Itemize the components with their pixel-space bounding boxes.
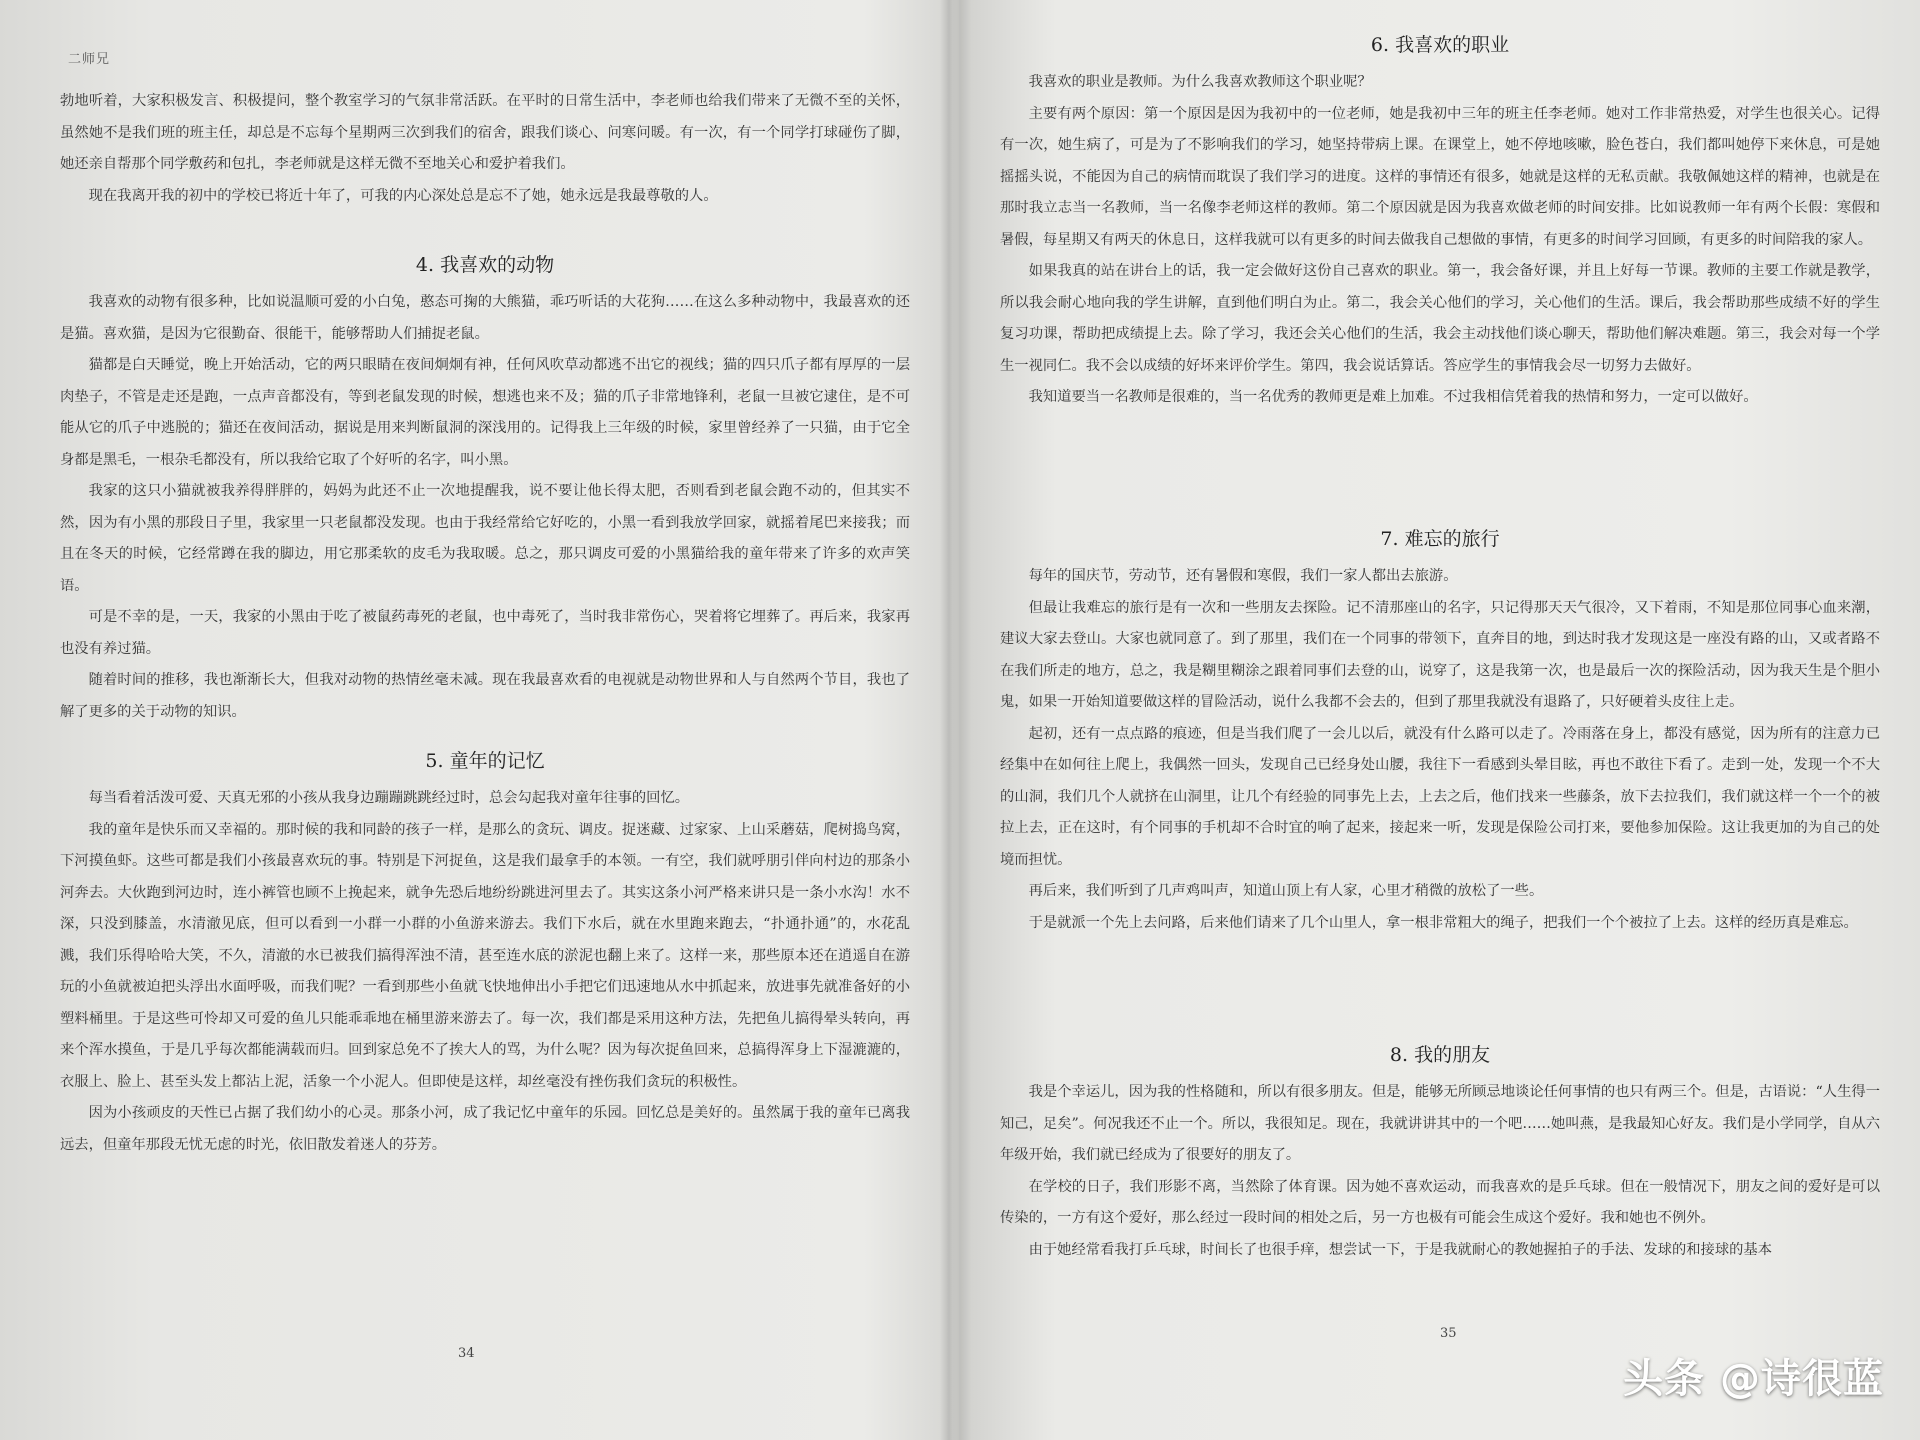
paragraph: 于是就派一个先上去问路，后来他们请来了几个山里人，拿一根非常粗大的绳子，把我们一个个被拉了上去。这样的经历真是难忘。 (1028, 914, 1858, 931)
section-6 (1000, 30, 1880, 414)
paragraph: 随着时间的推移，我也渐渐长大，但我对动物的热情丝毫未减。现在我最喜欢看的电视就是动物世界和人与自然两个节目，我也了解了更多的关于动物的知识。 (60, 672, 910, 720)
section-title: 4. 我喜欢的动物 (415, 254, 555, 276)
section-title: 6. 我喜欢的职业 (1370, 34, 1510, 56)
section-5 (60, 746, 910, 1161)
paragraph: 主要有两个原因：第一个原因是因为我初中的一位老师，她是我初中三年的班主任李老师。她对工作非常热爱，对学生也很关心。记得有一次，她生病了，可是为了不影响我们的学习，她坚持带病上课。在课堂上，她不停地咳嗽，脸色苍白，我们都叫她停下来休息，可是她摇摇头说，不能因为自己的病情而耽误了我们学习的进度。这样的事情还有很多，她就是这样的无私贡献。我敬佩她这样的精神，也就是在那时我立志当一名教师，当一名像李老师这样的教师。第二个原因就是因为我喜欢做老师的时间安排。比如说教师一年有两个长假：寒假和暑假，每星期又有两天的休息日，这样我就可以有更多的时间去做我自己想做的事情，有更多的时间学习回顾，有更多的时间陪我的家人。 (1000, 105, 1880, 248)
paragraph: 如果我真的站在讲台上的话，我一定会做好这份自己喜欢的职业。第一，我会备好课，并且上好每一节课。教师的主要工作就是教学，所以我会耐心地向我的学生讲解，直到他们明白为止。第二，我会关心他们的学习，关心他们的生活。课后，我会帮助那些成绩不好的学生复习功课，帮助把成绩提上去。除了学习，我还会关心他们的生活，我会主动找他们谈心聊天，帮助他们解决难题。第三，我会对每一个学生一视同仁。我不会以成绩的好坏来评价学生。第四，我会说话算话。答应学生的事情我会尽一切努力去做好。 (1000, 263, 1880, 374)
right-page (1000, 0, 1880, 1440)
page-number: 34 (458, 1346, 475, 1361)
section-title: 8. 我的朋友 (1389, 1044, 1491, 1066)
paragraph: 我知道要当一名教师是很难的，当一名优秀的教师更是难上加难。不过我相信凭着我的热情和努力，一定可以做好。 (1028, 389, 1758, 405)
paragraph: 勃地听着，大家积极发言、积极提问，整个教室学习的气氛非常活跃。在平时的日常生活中，李老师也给我们带来了无微不至的关怀，虽然她不是我们班的班主任，却总是不忘每个星期两三次到我们的宿舍，跟我们谈心、问寒问暖。有一次，有一个同学打球碰伤了脚，她还亲自帮那个同学敷药和包扎，李老师就是这样无微不至地关心和爱护着我们。 (60, 93, 910, 172)
paragraph: 猫都是白天睡觉，晚上开始活动，它的两只眼睛在夜间炯炯有神，任何风吹草动都逃不出它的视线；猫的四只爪子都有厚厚的一层肉垫子，不管是走还是跑，一点声音都没有，等到老鼠发现的时候，想逃也来不及；猫的爪子非常地锋利，老鼠一旦被它逮住，是不可能从它的爪子中逃脱的；猫还在夜间活动，据说是用来判断鼠洞的深浅用的。记得我上三年级的时候，家里曾经养了一只猫，由于它全身都是黑毛，一根杂毛都没有，所以我给它取了个好听的名字，叫小黑。 (60, 357, 910, 468)
paragraph: 可是不幸的是，一天，我家的小黑由于吃了被鼠药毒死的老鼠，也中毒死了，当时我非常伤心，哭着将它埋葬了。再后来，我家再也没有养过猫。 (60, 609, 910, 657)
book-gutter (940, 0, 958, 1440)
section-title: 5. 童年的记忆 (425, 750, 545, 772)
paragraph: 我的童年是快乐而又幸福的。那时候的我和同龄的孩子一样，是那么的贪玩、调皮。捉迷藏、过家家、上山采蘑菇，爬树捣鸟窝，下河摸鱼虾。这些可都是我们小孩最喜欢玩的事。特别是下河捉鱼，这是我们最拿手的本领。一有空，我们就呼朋引伴向村边的那条小河奔去。大伙跑到河边时，连小裤管也顾不上挽起来，就争先恐后地纷纷跳进河里去了。其实这条小河严格来讲只是一条小水沟！水不深，只没到膝盖，水清澈见底，但可以看到一小群一小群的小鱼游来游去。我们下水后，就在水里跑来跑去，“扑通扑通”的，水花乱溅，我们乐得哈哈大笑，不久，清澈的水已被我们搞得浑浊不清，甚至连水底的淤泥也翻上来了。这样一来，那些原本还在逍遥自在游玩的小鱼就被迫把头浮出水面呼吸，而我们呢？一看到那些小鱼就飞快地伸出小手把它们迅速地从水中抓起来，放进事先就准备好的小塑料桶里。于是这些可怜却又可爱的鱼儿只能乖乖地在桶里游来游去了。每一次，我们都是采用这种方法，先把鱼儿搞得晕头转向，再来个浑水摸鱼，于是几乎每次都能满载而归。回到家总免不了挨大人的骂，为什么呢？因为每次捉鱼回来，总搞得浑身上下湿漉漉的，衣服上、脸上、甚至头发上都沾上泥，活象一个小泥人。但即使是这样，却丝毫没有挫伤我们贪玩的积极性。 (60, 821, 910, 1090)
paragraph: 但最让我难忘的旅行是有一次和一些朋友去探险。记不清那座山的名字，只记得那天天气很冷，又下着雨，不知是那位同事心血来潮，建议大家去登山。大家也就同意了。到了那里，我们在一个同事的带领下，直奔目的地，到达时我才发现这是一座没有路的山，又或者路不在我们所走的地方，总之，我是糊里糊涂之跟着同事们去登的山，说穿了，这是我第一次，也是最后一次的探险活动，因为我天生是个胆小鬼，如果一开始知道要做这样的冒险活动，说什么我都不会去的，但到了那里我就没有退路了，只好硬着头皮往上走。 (1000, 599, 1880, 710)
section-title: 7. 难忘的旅行 (1380, 528, 1500, 550)
paragraph: 我家的这只小猫就被我养得胖胖的，妈妈为此还不止一次地提醒我，说不要让他长得太肥，否则看到老鼠会跑不动的，但其实不然，因为有小黑的那段日子里，我家里一只老鼠都没发现。也由于我经常给它好吃的，小黑一看到我放学回家，就摇着尾巴来接我；而且在冬天的时候，它经常蹲在我的脚边，用它那柔软的皮毛为我取暖。总之，那只调皮可爱的小黑猫给我的童年带来了许多的欢声笑语。 (60, 483, 910, 594)
paragraph: 每年的国庆节，劳动节，还有暑假和寒假，我们一家人都出去旅游。 (1028, 568, 1458, 584)
paragraph: 因为小孩顽皮的天性已占据了我们幼小的心灵。那条小河，成了我记忆中童年的乐园。回忆总是美好的。虽然属于我的童年已离我远去，但童年那段无忧无虑的时光，依旧散发着迷人的芬芳。 (60, 1105, 910, 1153)
paragraph: 我喜欢的动物有很多种，比如说温顺可爱的小白兔，憨态可掬的大熊猫，乖巧听话的大花狗……在这么多种动物中，我最喜欢的还是猫。喜欢猫，是因为它很勤奋、很能干，能够帮助人们捕捉老鼠。 (60, 294, 910, 342)
paragraph: 现在我离开我的初中的学校已将近十年了，可我的内心深处总是忘不了她，她永远是我最尊敬的人。 (88, 187, 718, 204)
section-4 (60, 250, 910, 728)
paragraph: 起初，还有一点点路的痕迹，但是当我们爬了一会儿以后，就没有什么路可以走了。冷雨落在身上，都没有感觉，因为所有的注意力已经集中在如何往上爬上，我偶然一回头，发现自己已经身处山腰，我往下一看感到头晕目眩，再也不敢往下看了。走到一处，发现一个不大的山洞，我们几个人就挤在山洞里，让几个有经验的同事先上去，上去之后，他们找来一些藤条，放下去拉我们，我们就这样一个一个的被拉上去，正在这时，有个同事的手机却不合时宜的响了起来，接起来一听，发现是保险公司打来，要他参加保险。这让我更加的为自己的处境而担忧。 (1000, 725, 1880, 868)
section-7 (1000, 524, 1880, 939)
running-head: 二师兄 (68, 52, 111, 67)
left-top-text (60, 86, 910, 212)
paragraph: 由于她经常看我打乒乓球，时间长了也很手痒，想尝试一下，于是我就耐心的教她握拍子的手法、发球的和接球的基本 (1028, 1241, 1773, 1258)
paragraph: 在学校的日子，我们形影不离，当然除了体育课。因为她不喜欢运动，而我喜欢的是乒乓球。但在一般情况下，朋友之间的爱好是可以传染的，一方有这个爱好，那么经过一段时间的相处之后，另一方也极有可能会生成这个爱好。我和她也不例外。 (1000, 1178, 1880, 1226)
page-number: 35 (1440, 1326, 1457, 1341)
watermark: 头条 @诗很蓝 (1623, 1356, 1884, 1402)
paragraph: 我是个幸运儿，因为我的性格随和，所以有很多朋友。但是，能够无所顾忌地谈论任何事情的也只有两三个。但是，古语说：“人生得一知己，足矣”。何况我还不止一个。所以，我很知足。现在，我就讲讲其中的一个吧……她叫燕，是我最知心好友。我们是小学同学，自从六年级开始，我们就已经成为了很要好的朋友了。 (1000, 1084, 1880, 1163)
paragraph: 每当看着活泼可爱、天真无邪的小孩从我身边蹦蹦跳跳经过时，总会勾起我对童年往事的回忆。 (88, 790, 690, 806)
paragraph: 再后来，我们听到了几声鸡叫声，知道山顶上有人家，心里才稍微的放松了一些。 (1028, 883, 1544, 899)
section-8 (1000, 1040, 1880, 1266)
paragraph: 我喜欢的职业是教师。为什么我喜欢教师这个职业呢？ (1028, 74, 1372, 90)
left-page (60, 0, 910, 1440)
